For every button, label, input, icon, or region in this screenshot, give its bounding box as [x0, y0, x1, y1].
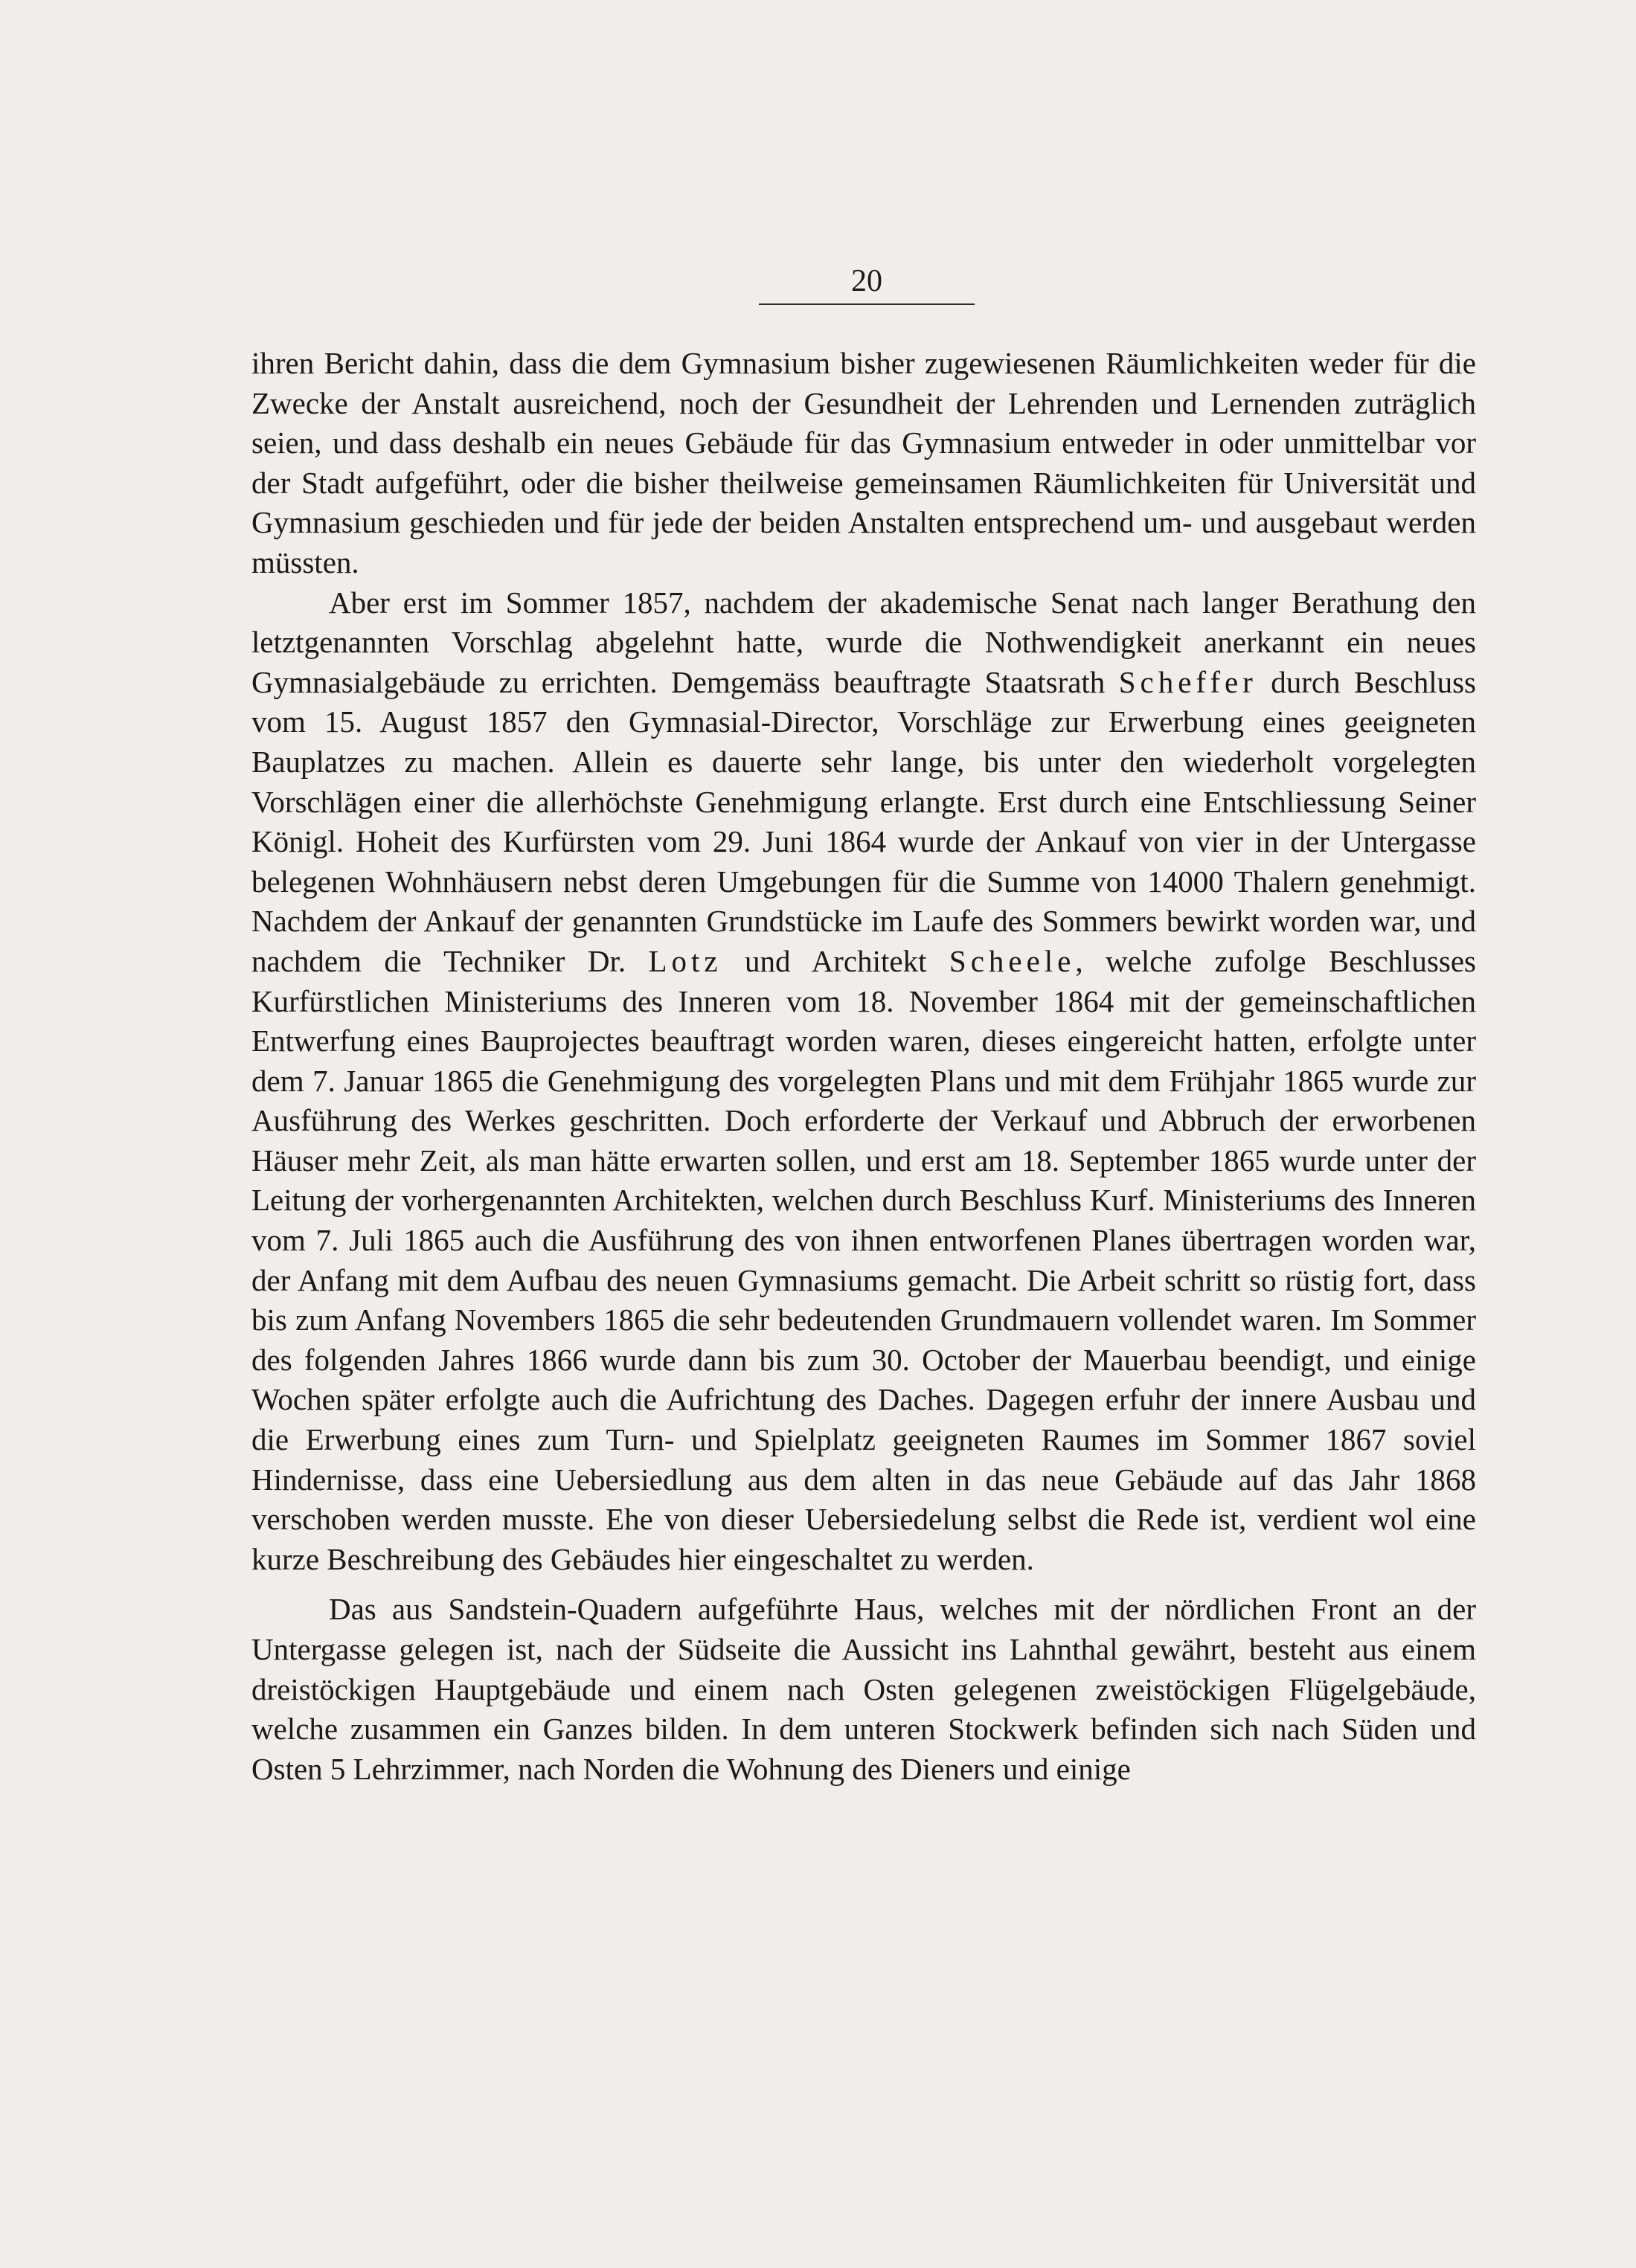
paragraph-text: durch Beschluss vom 15. August 1857 den Gymnasial-Director, Vorschläge zur Erwerbung eines geeigneten Bauplatzes zu machen. Allein es dauerte sehr lange, bis unter den wiederholt vorgelegten Vorschlägen einer die allerhöchste Genehmigung erlangte. Erst durch eine Entschliessung Seiner Königl. Hoheit des Kurfürsten vom 29. Juni 1864 wurde der Ankauf von vier in der Untergasse belegenen Wohnhäusern nebst deren Umgebungen für die Summe von 14000 Thalern genehmigt. Nachdem der Ankauf der genannten Grundstücke im Laufe des Sommers bewirkt worden war, und nachdem die Techniker Dr.	[251, 664, 1476, 978]
paragraph-1	[251, 344, 1476, 583]
paragraph-3	[251, 1590, 1476, 1789]
paragraph-text: , welche zufolge Beschlusses Kurfürstlichen Ministeriums des Inneren vom 18. November 1864 mit der gemeinschaftlichen Entwerfung eines Bauprojectes beauftragt worden waren, dieses eingereicht hatten, erfolgte unter dem 7. Januar 1865 die Genehmigung des vorgelegten Plans und mit dem Frühjahr 1865 wurde zur Ausführung des Werkes geschritten. Doch erforderte der Verkauf und Abbruch der erworbenen Häuser mehr Zeit, als man hätte erwarten sollen, und erst am 18. September 1865 wurde unter der Leitung der vorhergenannten Architekten, welchen durch Beschluss Kurf. Ministeriums des Inneren vom 7. Juli 1865 auch die Ausführung des von ihnen entworfenen Planes übertragen worden war, der Anfang mit dem Aufbau des neuen Gymnasiums gemacht. Die Arbeit schritt so rüstig fort, dass bis zum Anfang Novembers 1865 die sehr bedeutenden Grundmauern vollendet waren. Im Sommer des folgenden Jahres 1866 wurde dann bis zum 30. October der Mauerbau beendigt, und einige Wochen später erfolgte auch die Aufrichtung des Daches. Dagegen erfuhr der innere Ausbau und die Erwerbung eines zum Turn- und Spielplatz geeigneten Raumes im Sommer 1867 soviel Hindernisse, dass eine Uebersiedlung aus dem alten in das neue Gebäude auf das Jahr 1868 verschoben werden musste. Ehe von dieser Uebersiedelung selbst die Rede ist, verdient wol eine kurze Beschreibung des Gebäudes hier eingeschaltet zu werden.	[251, 943, 1476, 1576]
body-text	[251, 344, 1476, 1789]
paragraph-text: ihren Bericht dahin, dass die dem Gymnasium bisher zugewiesenen Räumlichkeiten weder für die Zwecke der Anstalt ausreichend, noch der Gesundheit der Lehrenden und Lernenden zuträglich seien, und dass deshalb ein neues Gebäude für das Gymnasium entweder in oder unmittelbar vor der Stadt aufgeführt, oder die bisher theilweise gemeinsamen Räumlichkeiten für Universität und Gymnasium geschieden und für jede der beiden Anstalten entsprechend um- und ausgebaut werden müssten.	[251, 346, 1476, 579]
paragraph-text: Das aus Sandstein-Quadern aufgeführte Haus, welches mit der nördlichen Front an der Untergasse gelegen ist, nach der Südseite die Aussicht ins Lahnthal gewährt, besteht aus einem dreistöckigen Hauptgebäude und einem nach Osten gelegenen zweistöckigen Flügelgebäude, welche zusammen ein Ganzes bilden. In dem unteren Stockwerk befinden sich nach Süden und Osten 5 Lehrzimmer, nach Norden die Wohnung des Dieners und einige	[251, 1592, 1476, 1786]
name-lotz: Lotz	[648, 943, 722, 978]
header-rule	[759, 303, 975, 305]
page-number: 20	[851, 264, 882, 298]
name-scheffer: Scheffer	[1118, 664, 1257, 699]
name-scheele: Scheele	[949, 943, 1076, 978]
paragraph-text: Aber erst im Sommer 1857, nachdem der akademische Senat nach langer Berathung den letztgenannten Vorschlag abgelehnt hatte, wurde die Nothwendigkeit anerkannt ein neues Gymnasialgebäude zu errichten. Demgemäss beauftragte Staatsrath	[251, 585, 1476, 699]
paragraph-text: und Architekt	[722, 943, 949, 978]
paragraph-2	[251, 583, 1476, 1580]
